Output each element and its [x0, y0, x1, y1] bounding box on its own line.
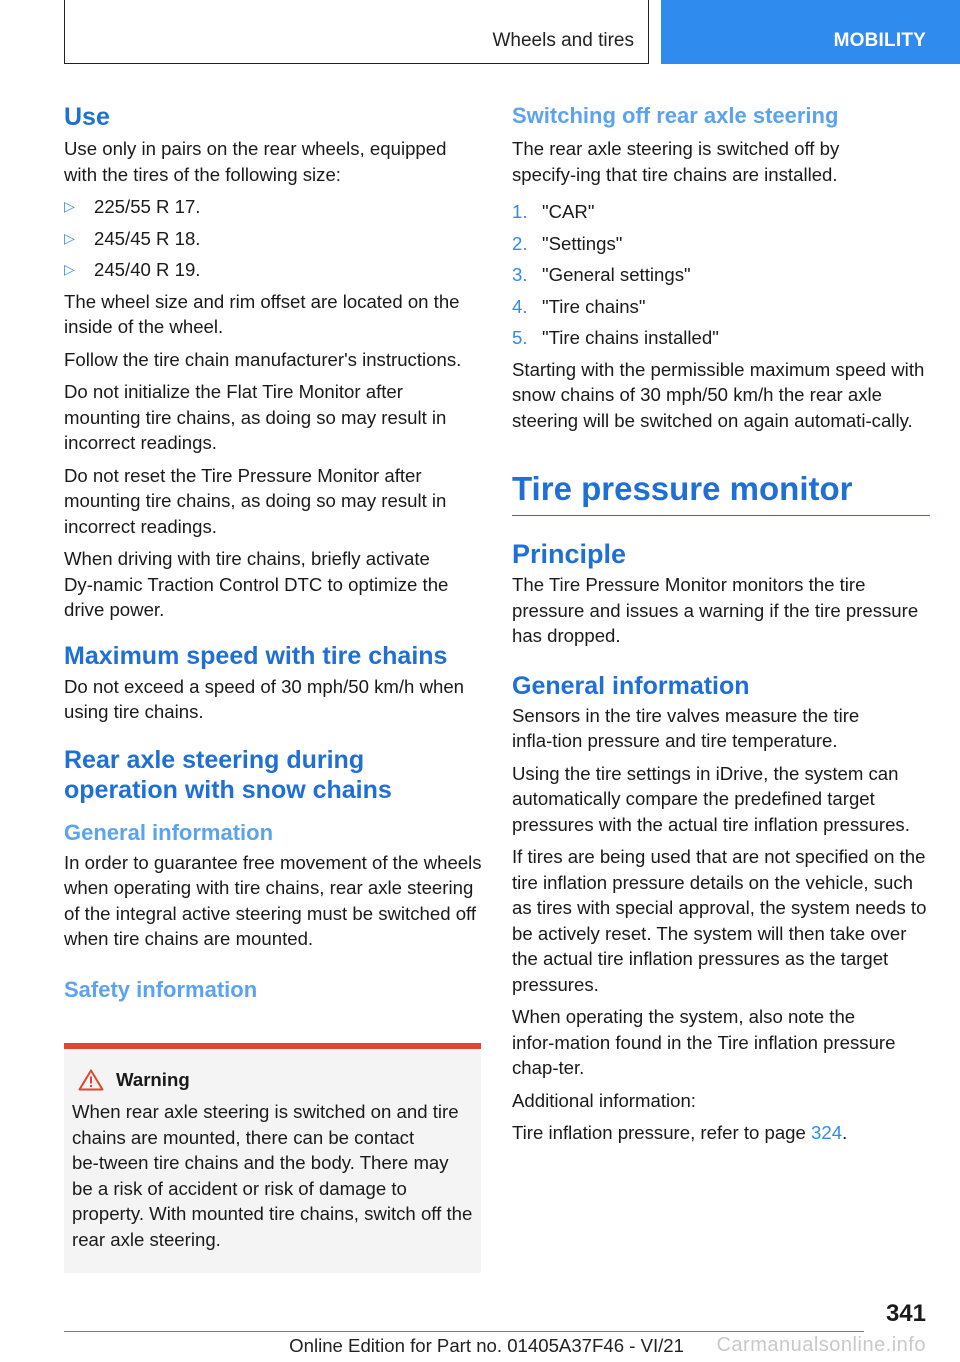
steps-list: [512, 199, 930, 351]
list-item: ▷ 245/45 R 18.: [64, 226, 482, 252]
paragraph: Using the tire settings in iDrive, the system can automatically compare the predefined target pressures with the actual tire inflation pressures.: [512, 762, 910, 835]
list-item: ▷ 245/40 R 19.: [64, 257, 482, 283]
heading-rule: [512, 515, 930, 516]
safety-heading: Safety information: [64, 976, 258, 1002]
principle-heading: Principle: [512, 539, 627, 569]
max-speed-heading: Maximum speed with tire chains: [64, 641, 448, 670]
edition-text: Online Edition for Part no. 01405A37F46 - VI/21: [289, 1335, 684, 1356]
section-title: Wheels and tires: [492, 30, 634, 51]
paragraph: Additional information:: [512, 1089, 696, 1111]
general-heading: General information: [512, 671, 750, 700]
triangle-bullet-icon: ▷: [64, 229, 75, 246]
switch-off-heading: Switching off rear axle steering: [512, 103, 839, 128]
list-item: 2. "Settings": [512, 232, 623, 254]
paragraph: Sensors in the tire valves measure the tire infla‑tion pressure and tire temperature.: [512, 704, 860, 751]
watermark: Carmanualsonline.info: [716, 1334, 926, 1356]
list-item: 4. "Tire chains": [512, 295, 646, 317]
paragraph: Starting with the permissible maximum speed with snow chains of 30 mph/50 km/h the rear axle steering will be switched on again automati‑cally.: [512, 358, 925, 431]
list-item: 5. "Tire chains installed": [512, 327, 719, 348]
tpm-heading: Tire pressure monitor: [512, 470, 853, 507]
warning-box: [64, 1043, 481, 1273]
switch-off-intro: The rear axle steering is switched off by specify‑ing that tire chains are installed.: [512, 138, 840, 185]
reference-line: Tire inflation pressure, refer to page 324.: [512, 1122, 848, 1143]
warning-triangle-icon: [78, 1069, 104, 1091]
principle-text: The Tire Pressure Monitor monitors the tire pressure and issues a warning if the tire pressure has dropped.: [512, 574, 919, 646]
list-item: 3. "General settings": [512, 264, 691, 285]
page-number: 341: [885, 1300, 926, 1327]
paragraph: Do not initialize the Flat Tire Monitor after mounting tire chains, as doing so may result in incorrect readings.: [64, 381, 447, 453]
use-intro: Use only in pairs on the rear wheels, equipped with the tires of the following size:: [64, 138, 447, 185]
left-column: [64, 102, 482, 1004]
max-speed-text: Do not exceed a speed of 30 mph/50 km/h when using tire chains.: [64, 675, 465, 722]
paragraph: The wheel size and rim offset are located on the inside of the wheel.: [64, 290, 460, 337]
warning-text: When rear axle steering is switched on and tire chains are mounted, there can be contact be‑tween tire chains and the body. There may be a risk of accident or risk of damage to property. With mounted tire chains, switch off the rear axle steering.: [72, 1101, 473, 1250]
use-heading: Use: [64, 103, 110, 131]
rear-axle-heading: Rear axle steering during operation with snow chains: [64, 745, 392, 804]
paragraph: When driving with tire chains, briefly activate Dy‑namic Traction Control DTC to optimize the drive power.: [64, 548, 449, 620]
triangle-bullet-icon: ▷: [64, 261, 75, 277]
paragraph: Follow the tire chain manufacturer's instructions.: [64, 348, 462, 370]
header-box: [64, 0, 649, 64]
general-info-text: In order to guarantee free movement of the wheels when operating with tire chains, rear axle steering of the integral active steering must be switched off when tire chains are mounted.: [64, 851, 482, 949]
mobility-tab[interactable]: [661, 0, 960, 64]
right-column: [512, 102, 930, 1153]
paragraph: When operating the system, also note the infor‑mation found in the Tire inflation pressure chap‑ter.: [512, 1006, 896, 1078]
triangle-bullet-icon: ▷: [64, 198, 75, 214]
list-item: ▷ 225/55 R 17.: [64, 194, 482, 220]
warning-header: [72, 1069, 473, 1091]
list-item: 1. "CAR": [512, 201, 595, 222]
page-reference-link[interactable]: 324: [811, 1122, 843, 1143]
warning-label: Warning: [116, 1069, 190, 1090]
paragraph: Do not reset the Tire Pressure Monitor after mounting tire chains, as doing so may result in incorrect readings.: [64, 464, 447, 537]
general-info-heading: General information: [64, 819, 274, 845]
paragraph: If tires are being used that are not specified on the tire inflation pressure details on the vehicle, such as tires with special approval, the system needs to be actively reset. The system will then take over the actual tire inflation pressures as the target pressures.: [512, 846, 927, 995]
tire-size-list: [64, 194, 482, 283]
footer-rule: [64, 1331, 864, 1332]
mobility-tab-label: MOBILITY: [833, 30, 926, 51]
